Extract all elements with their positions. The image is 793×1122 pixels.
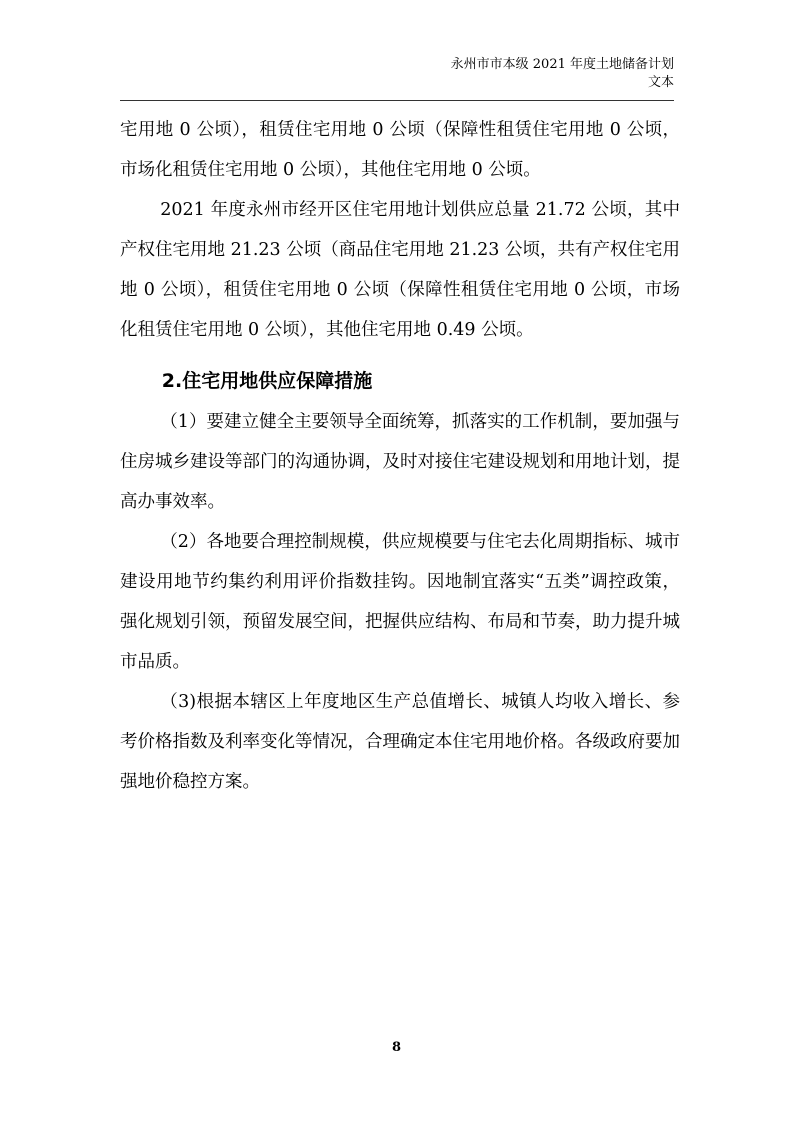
paragraph-continuation: 宅用地 0 公顷），租赁住宅用地 0 公顷（保障性租赁住宅用地 0 公顷，市场化租赁住宅用地 0 公顷），其他住宅用地 0 公顷。 <box>120 120 680 180</box>
measure-item-2: （2）各地要合理控制规模，供应规模要与住宅去化周期指标、城市建设用地节约集约利用评价指数挂钩。因地制宜落实“五类”调控政策，强化规划引领，预留发展空间，把握供应结构、布局和节奏，助力提升城市品质。 <box>120 532 680 672</box>
page-number: 8 <box>391 1040 402 1055</box>
document-body <box>120 110 680 802</box>
measure-item-1: （1）要建立健全主要领导全面统筹，抓落实的工作机制，要加强与住房城乡建设等部门的沟通协调，及时对接住宅建设规划和用地计划，提高办事效率。 <box>120 412 680 512</box>
measure-item-3: （3)根据本辖区上年度地区生产总值增长、城镇人均收入增长、参考价格指数及利率变化等情况，合理确定本住宅用地价格。各级政府要加强地价稳控方案。 <box>120 692 680 792</box>
header-rule <box>120 100 674 101</box>
section-heading: 2.住宅用地供应保障措施 <box>161 370 373 392</box>
paragraph-jingkaiqu: 2021 年度永州市经开区住宅用地计划供应总量 21.72 公顷，其中产权住宅用地 21.23 公顷（商品住宅用地 21.23 公顷，共有产权住宅用地 0 公顷），租赁住宅用地 0 公顷（保障性租赁住宅用地 0 公顷，市场化租赁住宅用地 0 公顷），其他住宅用地 0.49 公顷。 <box>120 200 680 340</box>
running-header: 永州市市本级 2021 年度土地储备计划文本 <box>450 57 674 90</box>
